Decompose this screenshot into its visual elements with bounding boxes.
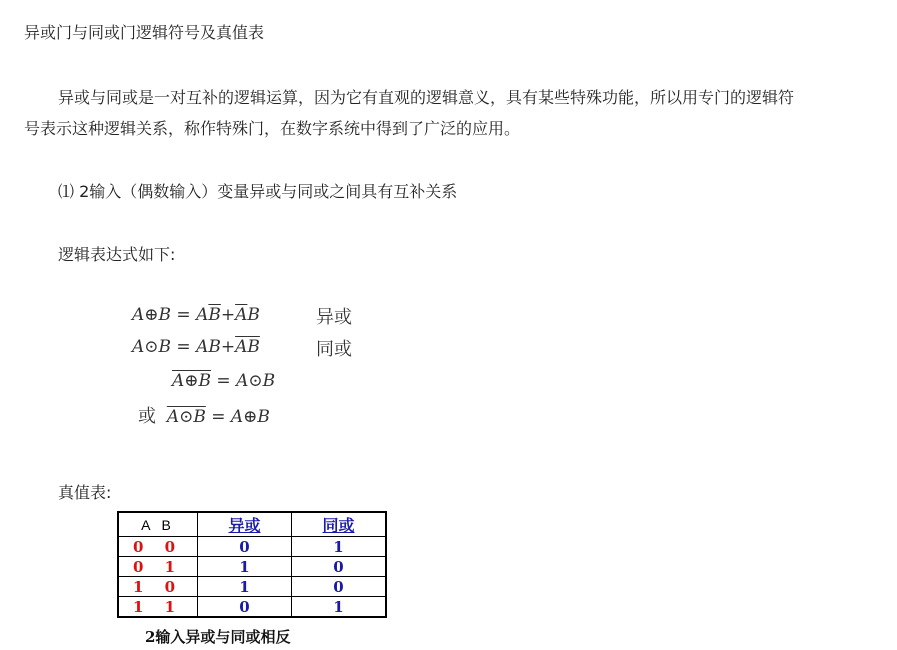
complement-formula-1: A⊕B = A⊙B	[172, 371, 276, 391]
cell-ab: 1 0	[118, 577, 198, 597]
cell-xnor: 1	[292, 597, 387, 618]
xnor-formula: A⊙B = $AB+\overline{A}\overline{B}$ 同或	[132, 337, 352, 360]
cell-ab: 0 1	[118, 557, 198, 577]
cell-xor: 1	[198, 577, 292, 597]
table-row	[118, 557, 386, 577]
cell-ab: 1 1	[118, 597, 198, 618]
header-ab: A B	[118, 512, 198, 537]
truth-table-header-row	[118, 512, 386, 537]
header-xnor: 同或	[292, 512, 387, 537]
truth-table-caption: 2输入异或与同或相反	[145, 628, 291, 646]
table-row	[118, 597, 386, 618]
table-row	[118, 537, 386, 557]
cell-ab: 0 0	[118, 537, 198, 557]
xor-label: 异或	[316, 307, 352, 328]
xor-formula: A⊕B = $A\overline{B}+\overline{A}B$ 异或	[132, 305, 352, 328]
cell-xor: 0	[198, 537, 292, 557]
cell-xor: 0	[198, 597, 292, 618]
cell-xnor: 0	[292, 557, 387, 577]
cell-xnor: 1	[292, 537, 387, 557]
truth-table-heading: 真值表:	[58, 483, 112, 502]
section-heading-complement: ⑴ 2输入（偶数输入）变量异或与同或之间具有互补关系	[58, 182, 458, 201]
table-row	[118, 577, 386, 597]
cell-xor: 1	[198, 557, 292, 577]
or-word: 或	[138, 406, 156, 427]
cell-xnor: 0	[292, 577, 387, 597]
complement-formula-2: 或 A⊙B = A⊕B	[138, 406, 270, 427]
expressions-heading: 逻辑表达式如下:	[58, 245, 176, 264]
xnor-label: 同或	[316, 339, 352, 360]
intro-paragraph-line-1: 异或与同或是一对互补的逻辑运算，因为它有直观的逻辑意义，具有某些特殊功能，所以用专门的逻辑符	[58, 88, 795, 107]
truth-table	[117, 511, 387, 618]
page-title: 异或门与同或门逻辑符号及真值表	[24, 23, 265, 42]
intro-paragraph-line-2: 号表示这种逻辑关系，称作特殊门，在数字系统中得到了广泛的应用。	[24, 119, 521, 138]
header-xor: 异或	[198, 512, 292, 537]
